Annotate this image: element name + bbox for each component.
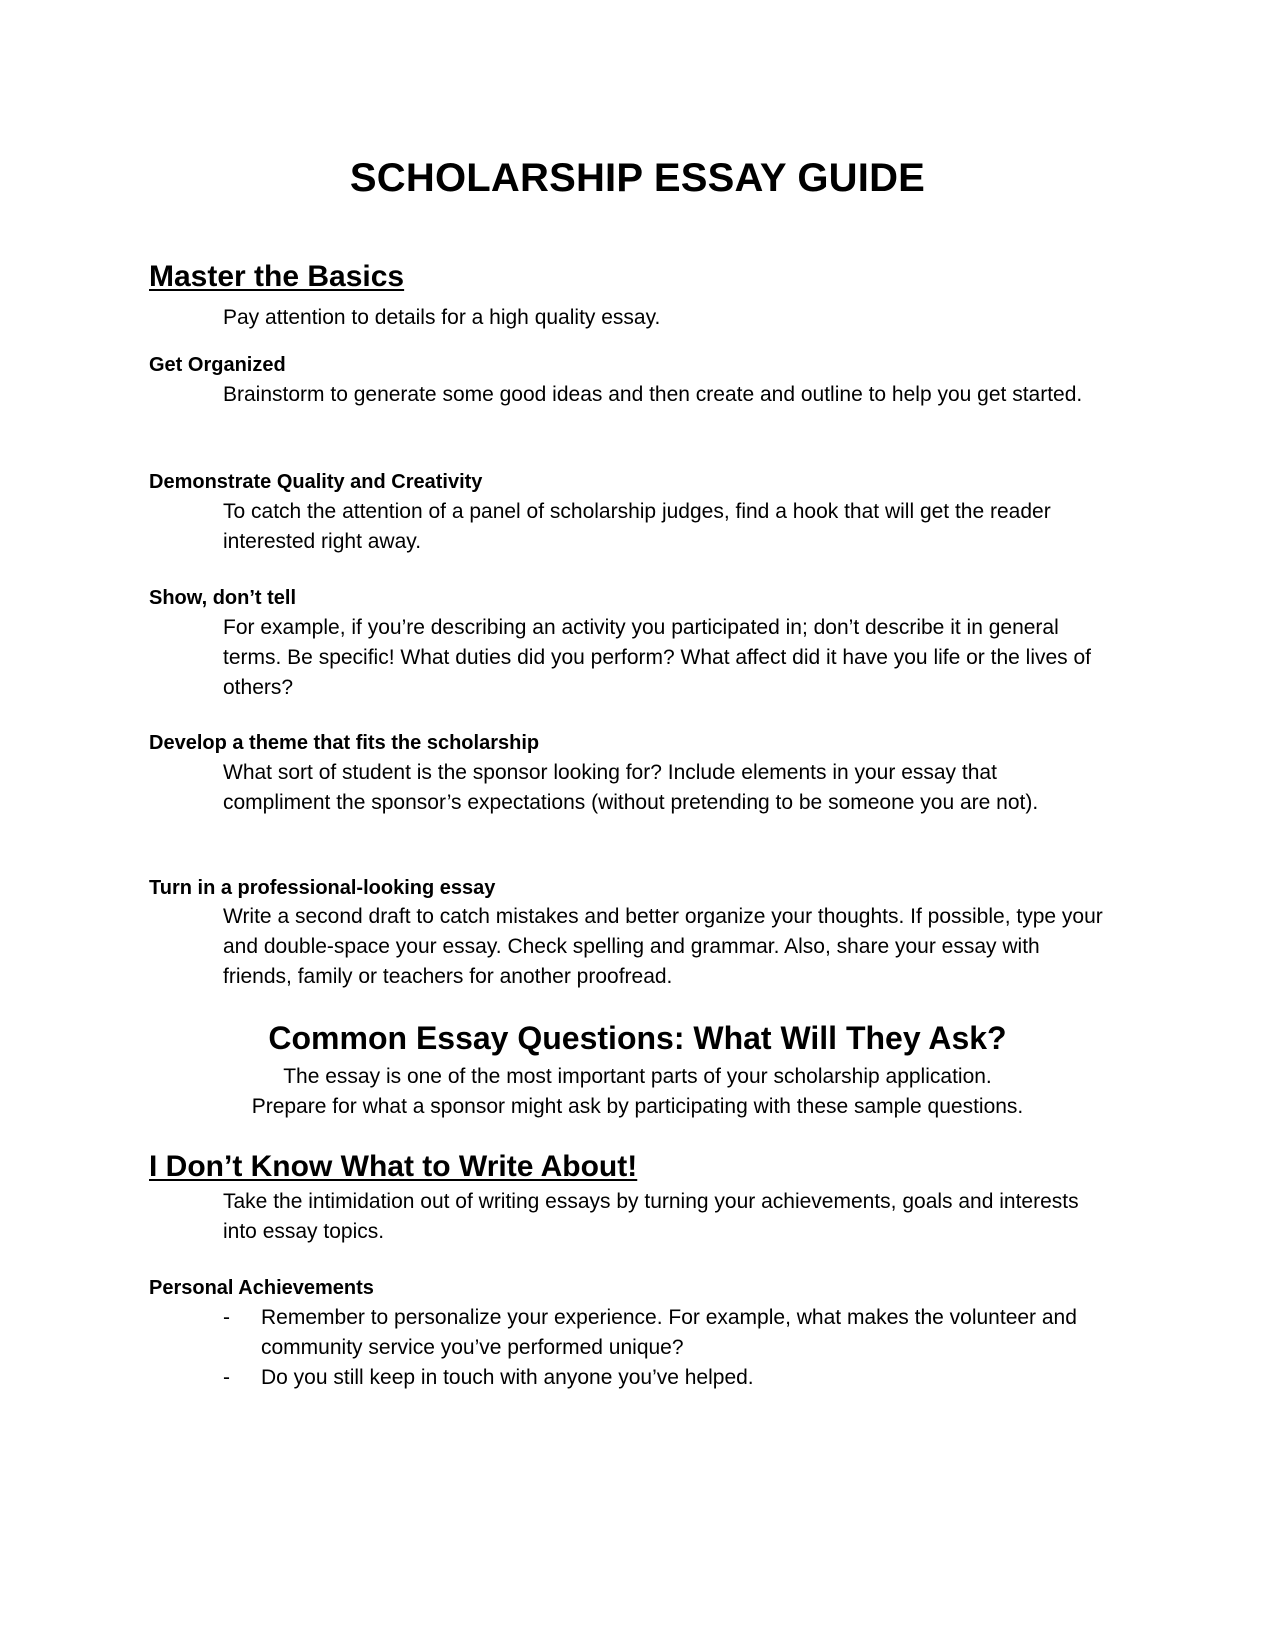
subheading-professional-essay: Turn in a professional-looking essay — [149, 877, 496, 899]
paragraph-professional-essay: Write a second draft to catch mistakes and better organize your thoughts. If possible, type your and double-space your essay. Check spelling and grammar. Also, share your essay with friends, family or teachers for another proofread. — [223, 905, 1103, 988]
paragraph-quality-creativity: To catch the attention of a panel of scholarship judges, find a hook that will get the reader interested right away. — [223, 500, 1051, 553]
subheading-get-organized: Get Organized — [149, 354, 286, 376]
paragraph-get-organized: Brainstorm to generate some good ideas and then create and outline to help you get started. — [223, 383, 1083, 406]
dash-bullet-icon: - — [223, 1366, 230, 1389]
section-heading-common-questions: Common Essay Questions: What Will They Ask? — [268, 1020, 1007, 1056]
paragraph-develop-theme: What sort of student is the sponsor looking for? Include elements in your essay that compliment the sponsor’s expectations (without pretending to be someone you are not). — [223, 761, 1039, 814]
achievements-bullet-list — [223, 1303, 1123, 1393]
paragraph-show-dont-tell: For example, if you’re describing an activity you participated in; don’t describe it in general terms. Be specific! What duties did you perform? What affect did it have you life or the lives of others? — [223, 616, 1092, 699]
subheading-develop-theme: Develop a theme that fits the scholarship — [149, 732, 540, 754]
section-heading-dont-know: I Don’t Know What to Write About! — [149, 1150, 638, 1183]
subheading-show-dont-tell: Show, don’t tell — [149, 587, 297, 609]
document-title: SCHOLARSHIP ESSAY GUIDE — [349, 156, 926, 200]
basics-intro-text: Pay attention to details for a high quality essay. — [223, 306, 661, 329]
bullet-text: Do you still keep in touch with anyone you’ve helped. — [261, 1366, 754, 1389]
subheading-personal-achievements: Personal Achievements — [149, 1277, 374, 1299]
common-questions-line-2: Prepare for what a sponsor might ask by participating with these sample questions. — [251, 1095, 1024, 1118]
list-item — [223, 1363, 1123, 1393]
section-heading-master-basics: Master the Basics — [149, 260, 405, 293]
bullet-text: Remember to personalize your experience. For example, what makes the volunteer and community service you’ve performed unique? — [261, 1306, 1077, 1359]
list-item — [223, 1303, 1123, 1363]
dont-know-intro-text: Take the intimidation out of writing essays by turning your achievements, goals and interests into essay topics. — [223, 1190, 1079, 1243]
subheading-quality-creativity: Demonstrate Quality and Creativity — [149, 471, 483, 493]
dash-bullet-icon: - — [223, 1306, 230, 1329]
common-questions-line-1: The essay is one of the most important parts of your scholarship application. — [283, 1065, 992, 1088]
